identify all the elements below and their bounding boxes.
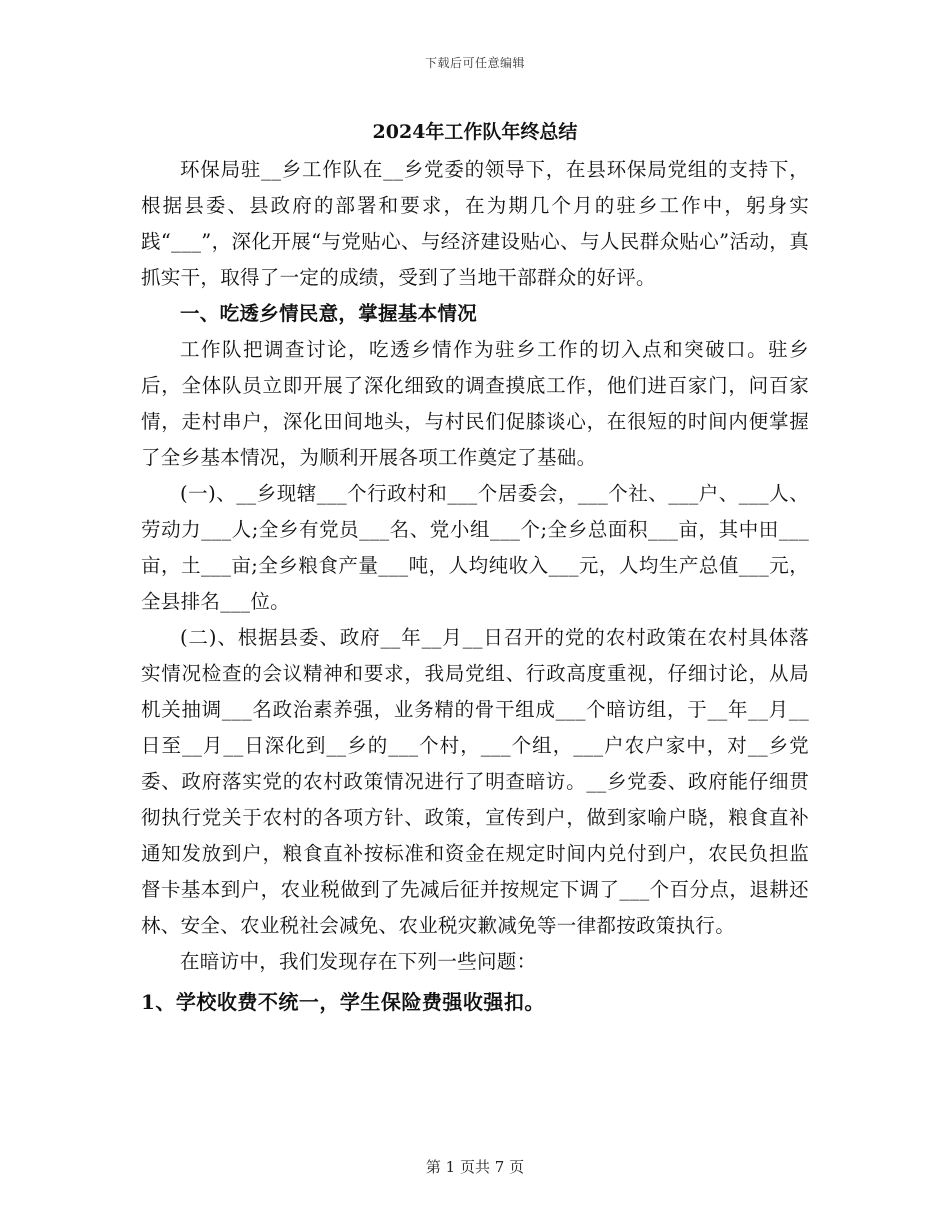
subheading-1: 1、学校收费不统一，学生保险费强收强扣。 xyxy=(141,990,545,1014)
paragraph-intro: 环保局驻__乡工作队在__乡党委的领导下，在县环保局党组的支持下，根据县委、县政府的部署和要求，在为期几个月的驻乡工作中，躬身实践“___”，深化开展“与党贴心、与经济建设贴心、与人民群众贴心”活动，真抓实干，取得了一定的成绩，受到了当地干部群众的好评。 xyxy=(141,158,809,289)
page-number: 第 1 页共 7 页 xyxy=(425,1158,525,1176)
document-title: 2024年工作队年终总结 xyxy=(372,121,578,143)
header-note: 下载后可任意编辑 xyxy=(424,56,525,70)
document-body xyxy=(141,112,809,1020)
paragraph-item-2: (二)、根据县委、政府__年__月__日召开的党的农村政策在农村具体落实情况检查的会议精神和要求，我局党组、行政高度重视，仔细讨论，从局机关抽调___名政治素养强，业务精的骨干组成___个暗访组，于__年__月__日至__月__日深化到__乡的___个村，___个组，___户农户家中，对__乡党委、政府落实党的农村政策情况进行了明查暗访。__乡党委、政府能仔细贯彻执行党关于农村的各项方针、政策，宣传到户，做到家喻户晓，粮食直补通知发放到户，粮食直补按标准和资金在规定时间内兑付到户，农民负担监督卡基本到户，农业税做到了先减后征并按规定下调了___个百分点，退耕还林、安全、农业税社会减免、农业税灾歉减免等一律都按政策执行。 xyxy=(141,626,809,937)
paragraph-item-1: (一)、__乡现辖___个行政村和___个居委会，___个社、___户、___人、劳动力___人;全乡有党员___名、党小组___个;全乡总面积___亩，其中田___亩，土___亩;全乡粮食产量___吨，人均纯收入___元，人均生产总值___元，全县排名___位。 xyxy=(141,482,809,613)
paragraph-investigation: 工作队把调查讨论，吃透乡情作为驻乡工作的切入点和突破口。驻乡后，全体队员立即开展了深化细致的调查摸底工作，他们进百家门，问百家情，走村串户，深化田间地头，与村民们促膝谈心，在很短的时间内便掌握了全乡基本情况，为顺利开展各项工作奠定了基础。 xyxy=(141,338,809,469)
paragraph-problems-intro: 在暗访中，我们发现存在下列一些问题： xyxy=(180,950,537,973)
section-heading-1: 一、吃透乡情民意，掌握基本情况 xyxy=(180,302,478,325)
